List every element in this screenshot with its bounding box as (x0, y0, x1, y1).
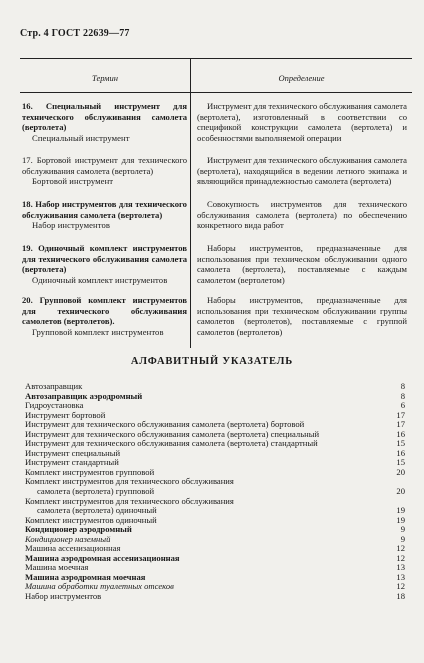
term-number: 16. (22, 101, 33, 111)
term-text: Одиночный комплект инструментов для технического обслуживания самолета (вертолета) (22, 243, 187, 274)
table-top-rule (20, 58, 412, 59)
index-entry: Машина обработки туалетных отсеков 12 (25, 581, 405, 592)
term-text: Групповой комплект инструментов для технического обслуживания самолетов (вертолетов). (22, 295, 187, 326)
term-19 (22, 243, 187, 285)
alphabetical-index (25, 382, 405, 602)
index-entry: Комплект инструментов для технического обслуживания самолета (вертолета) одиночный 19 (25, 495, 405, 516)
term-20 (22, 295, 187, 337)
index-entry: Набор инструментов 18 (25, 591, 405, 602)
index-entry: Кондиционер наземный 9 (25, 533, 405, 544)
index-entry: Машина аэродромная ассенизационная 12 (25, 552, 405, 563)
term-short: Набор инструментов (32, 220, 111, 230)
index-entry: Комплект инструментов групповой 20 (25, 466, 405, 477)
term-short: Специальный инструмент (32, 132, 130, 143)
index-entry: Инструмент бортовой 17 (25, 409, 405, 420)
term-short: Групповой комплект инструментов (32, 326, 164, 337)
term-short: Одиночный комплект инструментов (32, 274, 168, 285)
term-16 (22, 101, 187, 143)
index-entry: Инструмент для технического обслуживания самолета (вертолета) стандартный 15 (25, 438, 405, 449)
page-header: Стр. 4 ГОСТ 22639—77 (20, 28, 130, 39)
index-title: АЛФАВИТНЫЙ УКАЗАТЕЛЬ (130, 356, 294, 367)
column-header-term: Термин (92, 73, 118, 83)
index-entry: Инструмент для технического обслуживания самолета (вертолета) бортовой 17 (25, 419, 405, 430)
index-entry: Комплект инструментов для технического обслуживания самолета (вертолета) групповой 20 (25, 476, 405, 497)
table-header-rule (20, 92, 412, 93)
table-column-divider (190, 58, 191, 348)
index-entry: Автозаправщик 8 (25, 381, 405, 391)
index-entry: Инструмент специальный 16 (25, 447, 405, 458)
definition-17: Инструмент для технического обслуживания самолета (вертолета), находящийся в ведении летного экипажа и являющийся принадлежностью самолета (вертолета) (197, 155, 407, 186)
term-18 (22, 199, 187, 231)
term-number: 17. (22, 155, 33, 165)
definition-16: Инструмент для технического обслуживания самолета (вертолета), изготовленный в соответствии со спецификой конструкции самолета (вертолета) и особенностями выполняемой операции (197, 101, 407, 143)
term-number: 19. (22, 243, 33, 253)
term-17 (22, 155, 187, 187)
index-entry: Машина аэродромная моечная 13 (25, 571, 405, 582)
index-entry: Инструмент для технического обслуживания самолета (вертолета) специальный 16 (25, 428, 405, 439)
index-entry: Инструмент стандартный 15 (25, 457, 405, 468)
definition-19: Наборы инструментов, предназначенные для использования при техническом обслуживании одного самолета (вертолета), поставляемые с каждым самолетом (вертолетом) (197, 243, 407, 285)
term-short: Бортовой инструмент (32, 176, 114, 186)
term-text: Набор инструментов для технического обслуживания самолета (вертолета) (22, 199, 187, 220)
definition-18: Совокупность инструментов для технического обслуживания самолета (вертолета) по обеспечению конкретного вида работ (197, 199, 407, 230)
index-entry: Машина ассенизационная 12 (25, 543, 405, 554)
term-text: Бортовой инструмент для технического обслуживания самолета (вертолета) (22, 155, 187, 176)
index-entry: Автозаправщик аэродромный 8 (25, 390, 405, 401)
term-number: 18. (22, 199, 33, 209)
index-entry: Кондиционер аэродромный 9 (25, 524, 405, 535)
definition-20: Наборы инструментов, предназначенные для использования при техническом обслуживании группы самолетов (вертолетов), поставляемые с группой самолетов (вертолетов) (197, 295, 407, 337)
term-text: Специальный инструмент для технического обслуживания самолета (вертолета) (22, 101, 187, 132)
term-number: 20. (22, 295, 33, 305)
index-entry: Гидроустановка 6 (25, 400, 405, 411)
index-entry: Машина моечная 13 (25, 562, 405, 573)
index-entry: Комплект инструментов одиночный 19 (25, 514, 405, 525)
column-header-definition: Определение (278, 73, 325, 83)
